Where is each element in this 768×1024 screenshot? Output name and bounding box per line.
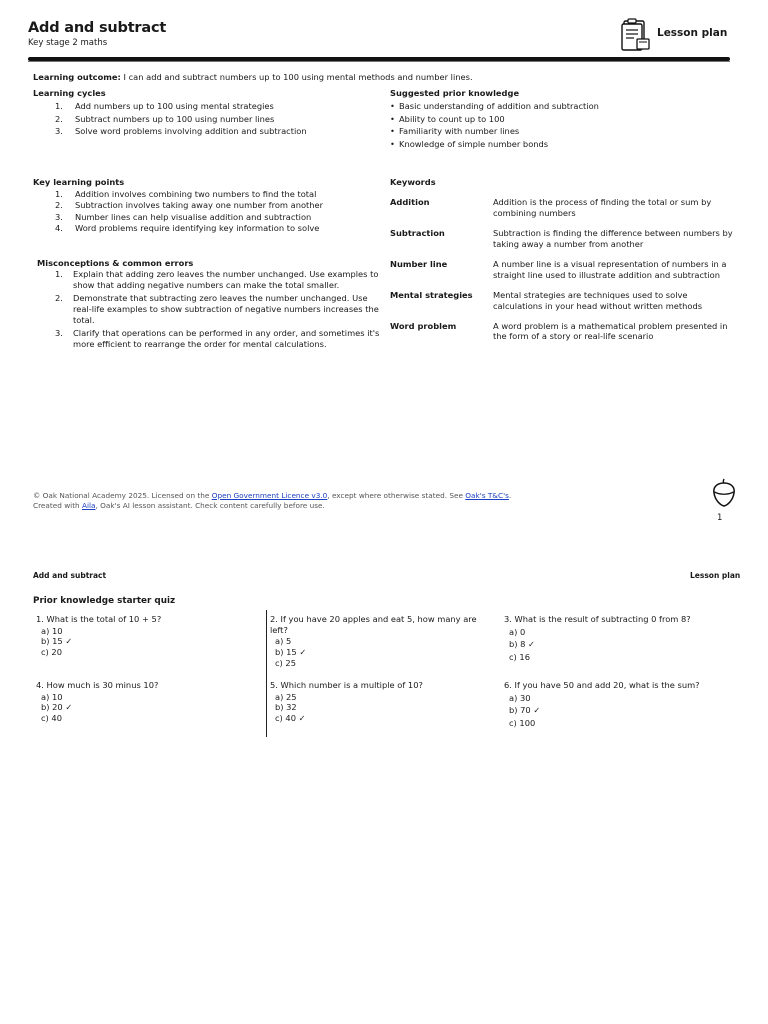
lesson-plan-icon (620, 18, 652, 52)
answer-option: c) 16 (509, 652, 530, 663)
key-points-list (33, 189, 378, 234)
quiz-heading: Prior knowledge starter quiz (33, 596, 176, 606)
list-item-text: Number lines can help visualise addition and subtraction (75, 211, 312, 222)
list-item: 3. Number lines can help visualise addition and subtraction (55, 211, 312, 222)
keyword-row (390, 197, 735, 219)
terms-link[interactable]: Oak's T&C's (465, 491, 509, 500)
misconceptions-list (33, 269, 383, 352)
list-item-text: Explain that adding zero leaves the number unchanged. Use examples to show that adding negative numbers can make the total smaller. (73, 269, 379, 290)
answer-option: c) 25 (275, 658, 296, 669)
list-item: • Basic understanding of addition and subtraction (390, 101, 730, 112)
page-number: 1 (717, 513, 723, 523)
answer-option: b) 32 (275, 702, 297, 713)
prior-knowledge-heading: Suggested prior knowledge (390, 88, 520, 98)
list-item: 3. Solve word problems involving addition and subtraction (55, 126, 307, 137)
list-item: 4. Word problems require identifying key information to solve (55, 222, 320, 233)
list-item: 3. Clarify that operations can be performed in any order, and sometimes it's more efficient to rearrange the order for mental calculations. (55, 327, 380, 349)
page-title: Add and subtract (28, 20, 167, 36)
keyword-term: Number line (390, 258, 448, 269)
list-item: 1. Addition involves combining two numbers to find the total (55, 189, 317, 199)
keyword-term: Addition (390, 197, 430, 207)
answer-option: a) 30 (509, 692, 531, 703)
answer-option: b) 70 ✓ (509, 705, 541, 716)
answer-option: c) 20 (41, 647, 62, 658)
list-item-text: Subtract numbers up to 100 using number lines (75, 113, 275, 124)
question-text: 2. If you have 20 apples and eat 5, how many are left? (270, 614, 477, 635)
list-item-text: Demonstrate that subtracting zero leaves the number unchanged. Use real-life examples to show subtraction of negative numbers increases the total. (73, 292, 379, 325)
list-item: 2. Subtract numbers up to 100 using number lines (55, 113, 275, 124)
lesson-plan-label: Lesson plan (657, 27, 728, 39)
list-item: 1. Add numbers up to 100 using mental strategies (55, 101, 274, 111)
answer-option: b) 15 ✓ (275, 647, 307, 658)
list-item-text: Add numbers up to 100 using mental strategies (75, 101, 274, 111)
quiz-question (270, 680, 500, 724)
answer-option: c) 40 ✓ (275, 713, 306, 724)
footer-text: , Oak's AI lesson assistant. Check content carefully before use. (95, 501, 325, 511)
keyword-row (390, 290, 735, 312)
answer-option: b) 15 ✓ (41, 636, 73, 647)
keyword-row (390, 321, 735, 343)
aila-link[interactable]: Aila (82, 501, 96, 511)
keyword-definition: Subtraction is finding the difference between numbers by taking away a number from another (493, 227, 733, 249)
answer-option: a) 10 (41, 625, 63, 636)
answer-option: b) 20 ✓ (41, 702, 73, 713)
page-footer (33, 491, 633, 512)
quiz-question (36, 614, 266, 658)
question-text: 3. What is the result of subtracting 0 from 8? (504, 614, 691, 624)
learning-cycles-list (33, 101, 373, 139)
keyword-definition: A number line is a visual representation of numbers in a straight line used to illustrate addition and subtraction (493, 258, 727, 280)
quiz-question (36, 680, 266, 724)
footer-text: © Oak National Academy 2025. Licensed on the (33, 491, 212, 500)
question-text: 5. Which number is a multiple of 10? (270, 680, 423, 690)
answer-option: a) 5 (275, 636, 292, 647)
answer-option: c) 100 (509, 718, 536, 729)
page-subtitle: Key stage 2 maths (28, 38, 108, 48)
footer-licence-line (33, 491, 633, 501)
answer-option: a) 10 (41, 691, 63, 702)
list-item: 2. Demonstrate that subtracting zero leaves the number unchanged. Use real-life examples to show subtraction of negative numbers increases the total. (55, 292, 379, 325)
keyword-definition: Addition is the process of finding the total or sum by combining numbers (493, 197, 712, 218)
footer-text: Created with (33, 501, 82, 511)
question-text: 1. What is the total of 10 + 5? (36, 614, 162, 624)
keyword-row (390, 228, 735, 250)
quiz-question (504, 680, 734, 729)
keyword-definition: A word problem is a mathematical problem presented in the form of a story or real-life scenario (493, 320, 728, 342)
list-item: • Knowledge of simple number bonds (390, 139, 730, 150)
keyword-term: Word problem (390, 320, 457, 331)
list-item-text: Addition involves combining two numbers to find the total (75, 189, 317, 199)
footer-text: . (508, 491, 512, 500)
answer-option: b) 8 ✓ (509, 639, 536, 650)
quiz-question (504, 614, 734, 663)
key-points-heading: Key learning points (33, 177, 125, 187)
licence-link[interactable]: Open Government Licence v3.0 (211, 491, 328, 500)
quiz-question (270, 614, 495, 669)
list-item: • Ability to count up to 100 (390, 114, 730, 125)
learning-outcome-label: Learning outcome: (33, 72, 121, 82)
answer-option: a) 25 (275, 691, 297, 702)
footer-aila-line (33, 501, 633, 511)
learning-cycles-heading: Learning cycles (33, 88, 106, 98)
list-item-text: Subtraction involves taking away one number from another (75, 200, 324, 211)
answer-option: a) 0 (509, 626, 526, 637)
list-item-text: Solve word problems involving addition and subtraction (75, 126, 307, 137)
misconceptions-heading: Misconceptions & common errors (37, 258, 194, 268)
footer-text: , except where otherwise stated. See (327, 491, 466, 500)
keyword-term: Subtraction (390, 227, 445, 238)
keyword-definition: Mental strategies are techniques used to solve calculations in your head without written methods (493, 289, 703, 311)
acorn-icon (709, 476, 739, 508)
prior-knowledge-list (390, 101, 730, 152)
header-divider (28, 57, 730, 61)
list-item: 2. Subtraction involves taking away one number from another (55, 200, 324, 211)
question-text: 6. If you have 50 and add 20, what is the sum? (504, 680, 700, 690)
list-item-text: Word problems require identifying key information to solve (75, 222, 320, 233)
list-item: 1. Explain that adding zero leaves the number unchanged. Use examples to show that adding negative numbers can make the total smaller. (55, 269, 379, 290)
list-item-text: Clarify that operations can be performed in any order, and sometimes it's more efficient to rearrange the order for mental calculations. (73, 327, 380, 349)
learning-outcome-text: I can add and subtract numbers up to 100 using mental methods and number lines. (120, 72, 473, 82)
page2-label: Lesson plan (690, 571, 741, 580)
quiz-column-divider (266, 610, 267, 737)
keyword-row (390, 259, 735, 281)
list-item: • Familiarity with number lines (390, 126, 730, 137)
keywords-heading: Keywords (390, 177, 436, 187)
page2-title: Add and subtract (33, 571, 107, 580)
question-text: 4. How much is 30 minus 10? (36, 680, 159, 690)
keywords-table (390, 197, 735, 351)
keyword-term: Mental strategies (390, 289, 473, 300)
learning-outcome (33, 72, 733, 83)
answer-option: c) 40 (41, 713, 62, 724)
